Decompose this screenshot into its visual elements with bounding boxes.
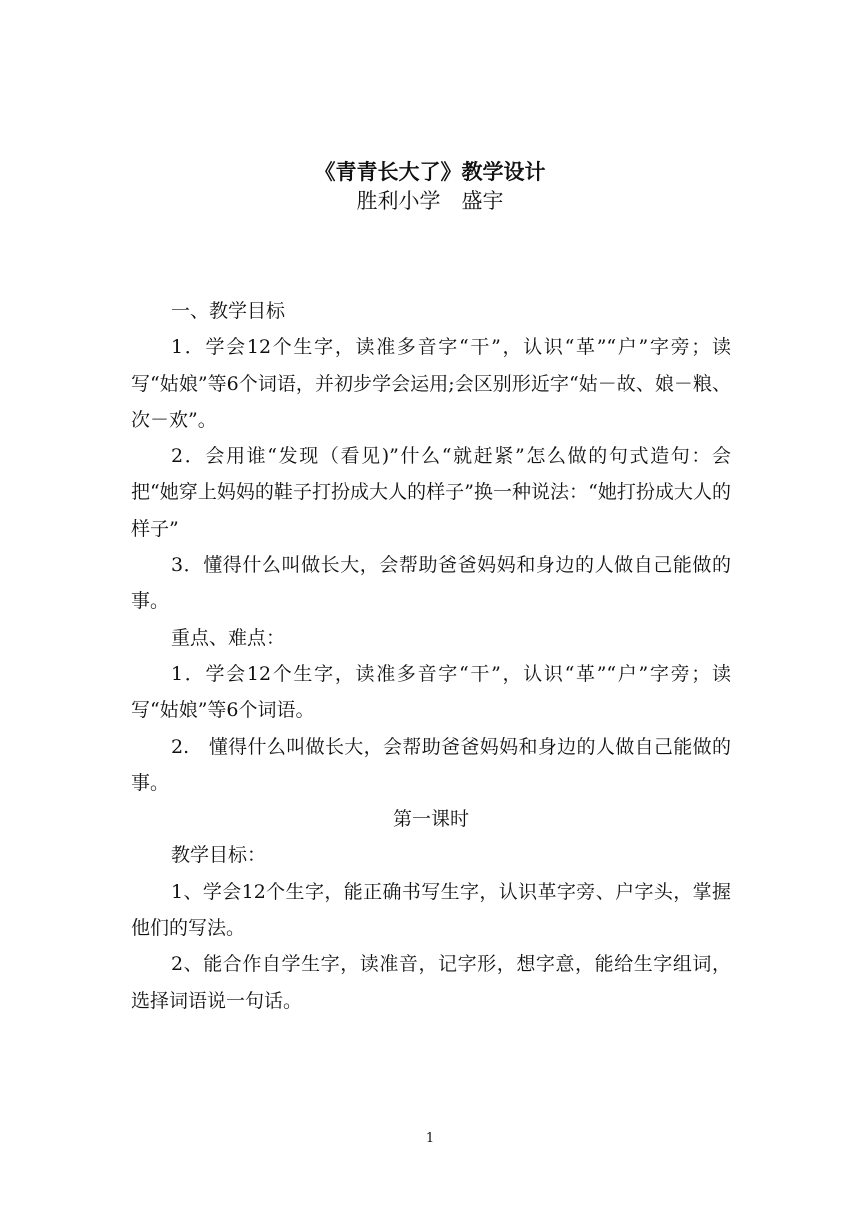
paragraph: 3．懂得什么叫做长大，会帮助爸爸妈妈和身边的人做自己能做的事。 bbox=[131, 554, 731, 613]
page-number: 1 bbox=[425, 1131, 435, 1146]
paragraph: 2．会用谁“发现（看见)”什么“就赶紧”怎么做的句式造句：会把“她穿上妈妈的鞋子打扮成大人的样子”换一种说法：“她打扮成大人的样子” bbox=[131, 445, 731, 540]
paragraph: 2、能合作自学生字，读准音，记字形，想字意，能给生字组词，选择词语说一句话。 bbox=[131, 953, 731, 1012]
paragraph: 教学目标： bbox=[171, 844, 267, 867]
paragraph: 一、教学目标 bbox=[171, 300, 286, 322]
paragraph: 1．学会12个生字，读准多音字“干”，认识“革”“户”字旁；读写“姑娘”等6个词语。 bbox=[131, 662, 731, 722]
paragraph: 2. 懂得什么叫做长大，会帮助爸爸妈妈和身边的人做自己能做的事。 bbox=[131, 735, 731, 794]
section-heading: 第一课时 bbox=[392, 808, 469, 831]
paragraph: 重点、难点： bbox=[171, 626, 286, 649]
paragraph: 1．学会12个生字，读准多音字“干”，认识“革”“户”字旁；读写“姑娘”等6个词语，并初步学会运用;会区别形近字“姑－故、娘－粮、次－欢”。 bbox=[131, 336, 731, 431]
paragraph: 1、学会12个生字，能正确书写生字，认识革字旁、户字头，掌握他们的写法。 bbox=[131, 880, 731, 940]
document-body bbox=[131, 293, 731, 1019]
document-title: 《青青长大了》教学设计 bbox=[314, 159, 546, 184]
document-subtitle: 胜利小学 盛宇 bbox=[356, 189, 504, 213]
